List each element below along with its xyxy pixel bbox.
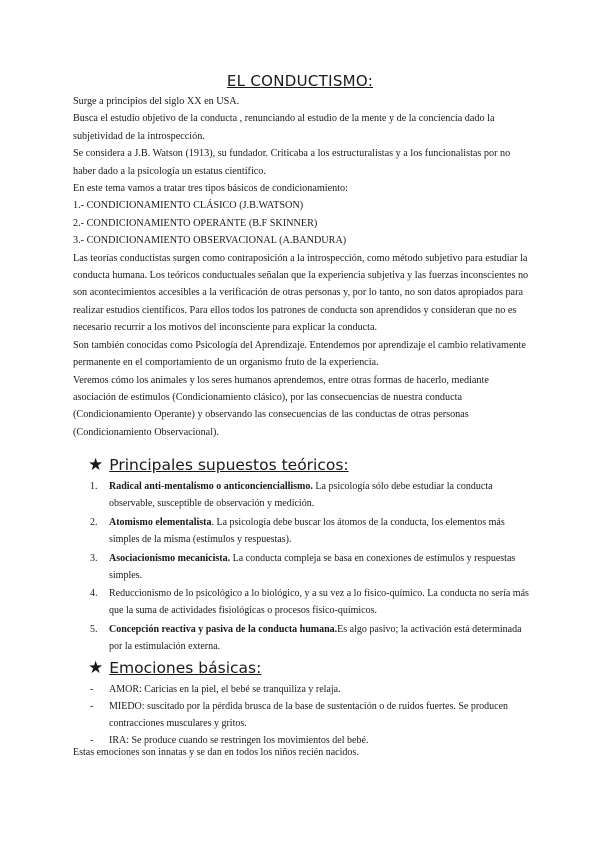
item-text: Reduccionismo de lo psicológico a lo biológico, y a su vez a lo físico-químico. La conducta no sería más que la suma de actividades fisiológicas o procesos físico-químicos. [109,588,529,617]
list-item [90,514,530,548]
section-heading-assumptions [88,455,349,475]
section-heading-text: Principales supuestos teóricos: [109,456,349,474]
item-dash: - [90,735,94,747]
intro-paragraph-7: Veremos cómo los animales y los seres humanos aprendemos, entre otras formas de hacerlo, mediante asociación de estímulos (Condicionamiento clásico), por las consecuencias de nuestra conducta (Condicionamiento Operante) y observando las consecuencias de las conductas de otras personas (Condicionamiento Observacional). [73,374,489,438]
intro-paragraph-5: Las teorías conductistas surgen como contraposición a la introspección, como método subjetivo para estudiar la conducta humana. Los teóricos conductuales señalan que la experiencia subjetiva y las fuerzas inconscientes no son acontecimientos accesibles a la verificación de otras personas y, por lo tanto, no son datos apropiados para realizar estudios científicos. Para ellos todos los patrones de conducta son aprendidos y consideran que no es necesario recurrir a los motivos del inconsciente para explicar la conducta. [73,252,529,334]
list-item [90,621,530,655]
item-number: 1. [90,481,98,492]
star-icon: ★ [88,455,104,475]
list-item [90,585,530,619]
item-number: 5. [90,624,98,636]
item-bold-text: Asociacionismo mecanicista. [109,552,231,564]
item-text: . La psicología debe buscar los átomos de la conducta, los elementos más simples de la misma (estímulos y respuestas). [109,516,505,545]
item-text: MIEDO: suscitado por la pérdida brusca de la base de sustentación o de ruidos fuertes. Se producen contracciones musculares y gritos. [109,701,509,730]
section-heading-text: Emociones básicas: [109,659,262,677]
item-bold-text: Concepción reactiva y pasiva de la conducta humana. [109,624,338,636]
item-dash: - [90,701,94,713]
item-dash: - [90,684,94,695]
closing-sentence: Estas emociones son innatas y se dan en todos los niños recién nacidos. [73,747,359,758]
conditioning-type-1: 1.- CONDICIONAMIENTO CLÁSICO (J.B.WATSON) [73,200,304,212]
section-heading-emotions [88,658,261,678]
item-bold-text: Atomismo elementalista [109,516,212,528]
intro-paragraph-6: Son también conocidas como Psicología del Aprendizaje. Entendemos por aprendizaje el cambio relativamente permanente en el comportamiento de un organismo fruto de la experiencia. [73,339,526,369]
item-number: 4. [90,588,98,600]
item-text: La psicología sólo debe estudiar la conducta observable, susceptible de observación y medición. [109,481,493,510]
list-item [90,681,530,698]
item-bold-text: Radical anti-mentalismo o anticoncienciallismo. [109,481,313,492]
item-text: Es algo pasivo; la activación está determinada por la estimulación externa. [109,624,522,653]
conditioning-type-2: 2.- CONDICIONAMIENTO OPERANTE (B.F SKINNER) [73,217,318,229]
item-text: IRA: Se produce cuando se restringen los movimientos del bebé. [109,735,369,747]
item-text: AMOR: Caricias en la piel, el bebé se tranquiliza y relaja. [109,684,341,695]
item-number: 2. [90,516,98,528]
page-title: EL CONDUCTISMO: [226,72,374,90]
star-icon: ★ [88,658,104,678]
list-item [90,698,530,732]
intro-block [73,93,533,441]
emotions-list [90,681,530,749]
list-item [90,550,530,584]
intro-paragraph-3: Se considera a J.B. Watson (1913), su fundador. Criticaba a los estructuralistas y a los funcionalistas por no haber dado a la psicología un estatus científico. [73,148,511,177]
item-text: La conducta compleja se basa en conexiones de estímulos y respuestas simples. [109,552,516,581]
conditioning-type-3: 3.- CONDICIONAMIENTO OBSERVACIONAL (A.BANDURA) [73,235,347,247]
list-item [90,478,530,512]
intro-paragraph-1: Surge a principios del siglo XX en USA. [73,96,240,107]
item-number: 3. [90,552,98,564]
intro-paragraph-2: Busca el estudio objetivo de la conducta , renunciando al estudio de la mente y de la conciencia dado la subjetividad de la introspección. [73,113,495,142]
intro-paragraph-4: En este tema vamos a tratar tres tipos básicos de condicionamiento: [73,183,348,195]
assumptions-list [90,478,530,657]
